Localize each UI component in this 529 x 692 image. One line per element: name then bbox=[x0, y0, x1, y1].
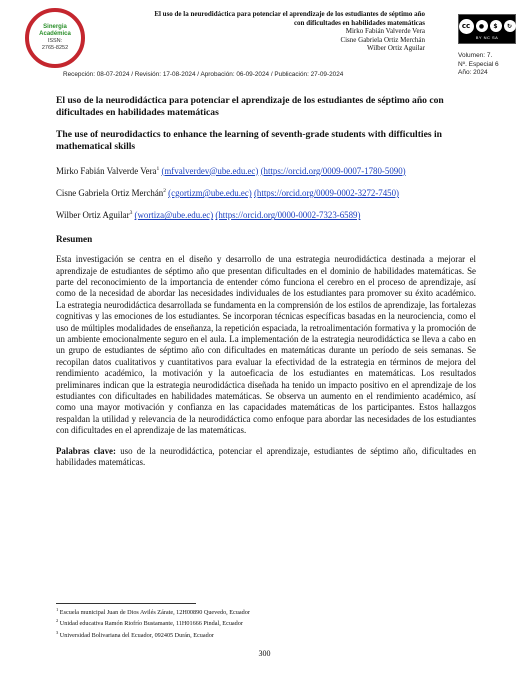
logo-issn-label: ISSN: bbox=[47, 38, 63, 44]
author-name: Cisne Gabriela Ortiz Merchán bbox=[56, 187, 164, 198]
author-3 bbox=[56, 208, 476, 221]
logo-issn: 2765-8252 bbox=[41, 45, 69, 51]
header-title-line2: con dificultades en habilidades matemáticas bbox=[293, 18, 425, 27]
footnote-2 bbox=[56, 617, 456, 628]
header-author2: Cisne Gabriela Ortiz Merchán bbox=[340, 35, 425, 44]
cc-icon: cc bbox=[459, 19, 474, 34]
sa-icon: ↻ bbox=[504, 20, 516, 32]
footnote-sup: 1 bbox=[56, 607, 59, 612]
author-sup: 1 bbox=[156, 165, 160, 172]
cc-icon-row bbox=[459, 19, 516, 34]
cc-strip-text: BY NC SA bbox=[475, 34, 499, 40]
footnote-text: Escuela municipal Juan de Dios Avilés Zárate, 12H00890 Quevedo, Ecuador bbox=[58, 609, 250, 617]
cc-license-badge[interactable] bbox=[458, 14, 516, 44]
keywords-label: Palabras clave: bbox=[56, 445, 116, 456]
logo-line2: Académica bbox=[39, 31, 71, 37]
author-name: Mirko Fabián Valverde Vera bbox=[56, 165, 157, 176]
author-sup: 3 bbox=[129, 210, 133, 217]
author-orcid-link[interactable]: (https://orcid.org/0009-0002-3272-7450) bbox=[253, 187, 399, 198]
author-sup: 2 bbox=[163, 188, 166, 194]
header-title-line1: El uso de la neurodidáctica para potenciar el aprendizaje de los estudiantes de séptimo año bbox=[154, 10, 425, 18]
article-content bbox=[56, 95, 476, 468]
footnote-1 bbox=[56, 606, 456, 617]
keywords bbox=[56, 446, 476, 469]
footnote-sup: 2 bbox=[56, 618, 59, 624]
header-author1: Mirko Fabián Valverde Vera bbox=[345, 27, 425, 35]
page-number: 300 bbox=[258, 649, 271, 658]
title-english: The use of neurodidactics to enhance the learning of seventh-grade students with difficulties in mathematical skills bbox=[56, 128, 442, 153]
author-2 bbox=[56, 186, 476, 199]
author-name: Wilber Ortiz Aguilar bbox=[56, 210, 130, 221]
header-author3: Wilber Ortiz Aguilar bbox=[366, 44, 425, 52]
publication-dates: Recepción: 08-07-2024 / Revisión: 17-08-2024 / Aprobación: 06-09-2024 / Publicación: 27-09-2024 bbox=[63, 71, 344, 78]
by-icon: ● bbox=[476, 20, 488, 32]
volume-line1: Volumen: 7. bbox=[458, 52, 493, 59]
footnote-3 bbox=[56, 629, 456, 640]
author-email-link[interactable]: (mfvalverdev@ube.edu.ec) bbox=[161, 165, 259, 176]
abstract-text: Esta investigación se centra en el diseño y desarrollo de una estrategia neurodidáctica destinada a mejorar el aprendizaje de estudiantes de séptimo año que presentan dificultades en el dominio de habilidades matemáticas. Se parte del reconocimiento de la importancia de entender cómo funciona el cerebro en el proceso de aprendizaje, así como de la necesidad de abordar las necesidades individuales de los estudiantes para promover su éxito académico. La estrategia neurodidáctica desarrollada se fundamenta en la comprensión de los estilos de aprendizaje, las fortalezas cognitivas y las emociones de los estudiantes. Se incorporan técnicas específicas basadas en la neurociencia, como el uso de múltiples modalidades de enseñanza, la repetición espaciada, la retroalimentación formativa y la promoción de un ambiente emocionalmente seguro en el aula. La implementación de la estrategia neurodidáctica se lleva a cabo en un grupo de estudiantes de séptimo año con dificultades en matemáticas durante un período de seis semanas. Se recopilan datos cualitativos y cuantitativos para evaluar la efectividad de la estrategia en términos de mejora del rendimiento académico, la motivación y la autoeficacia de los estudiantes en matemáticas. Los resultados preliminares indican que la estrategia neurodidáctica diseñada ha tenido un impacto positivo en el aprendizaje de los estudiantes con dificultades en habilidades matemáticas. Se observa un aumento en el rendimiento académico, así como una mayor motivación y confianza en las capacidades matemáticas de los participantes. Estos hallazgos respaldan la utilidad y relevancia de la neurodidáctica como enfoque para abordar las necesidades de los estudiantes con dificultades en el aprendizaje de las matemáticas. bbox=[56, 254, 476, 436]
keywords-text: uso de la neurodidáctica, potenciar el aprendizaje, estudiantes de séptimo año, dificultades en habilidades matemáticas. bbox=[56, 445, 477, 468]
volume-info bbox=[458, 52, 499, 78]
footnote-text: Universidad Bolivariana del Ecuador, 092405 Durán, Ecuador bbox=[58, 631, 214, 639]
volume-line3: Año: 2024 bbox=[458, 69, 488, 76]
journal-logo bbox=[20, 6, 90, 70]
logo-ring bbox=[25, 8, 85, 68]
author-email-link[interactable]: (cgortizm@ube.edu.ec) bbox=[168, 187, 252, 198]
volume-line2: Nº. Especial 6 bbox=[458, 60, 499, 68]
author-orcid-link[interactable]: (https://orcid.org/0009-0007-1780-5090) bbox=[260, 165, 406, 176]
nc-icon: $ bbox=[490, 20, 502, 32]
footnote-sup: 3 bbox=[56, 629, 59, 635]
title-spanish: El uso de la neurodidáctica para potenciar el aprendizaje de los estudiantes de séptimo año con dificultades en habilidades matemáticas bbox=[56, 95, 444, 119]
abstract-heading: Resumen bbox=[56, 233, 93, 244]
running-header bbox=[95, 10, 425, 53]
author-email-link[interactable]: (wortiza@ube.edu.ec) bbox=[134, 210, 214, 221]
footnote-text: Unidad educativa Ramón Riofrío Bustamante, 11H01666 Pindal, Ecuador bbox=[58, 620, 243, 628]
logo-line1: Sinergia bbox=[43, 24, 67, 30]
footnotes bbox=[56, 606, 456, 640]
author-1 bbox=[56, 164, 476, 177]
author-orcid-link[interactable]: (https://orcid.org/0000-0002-7323-6589) bbox=[215, 210, 361, 221]
footnote-divider bbox=[56, 603, 196, 604]
